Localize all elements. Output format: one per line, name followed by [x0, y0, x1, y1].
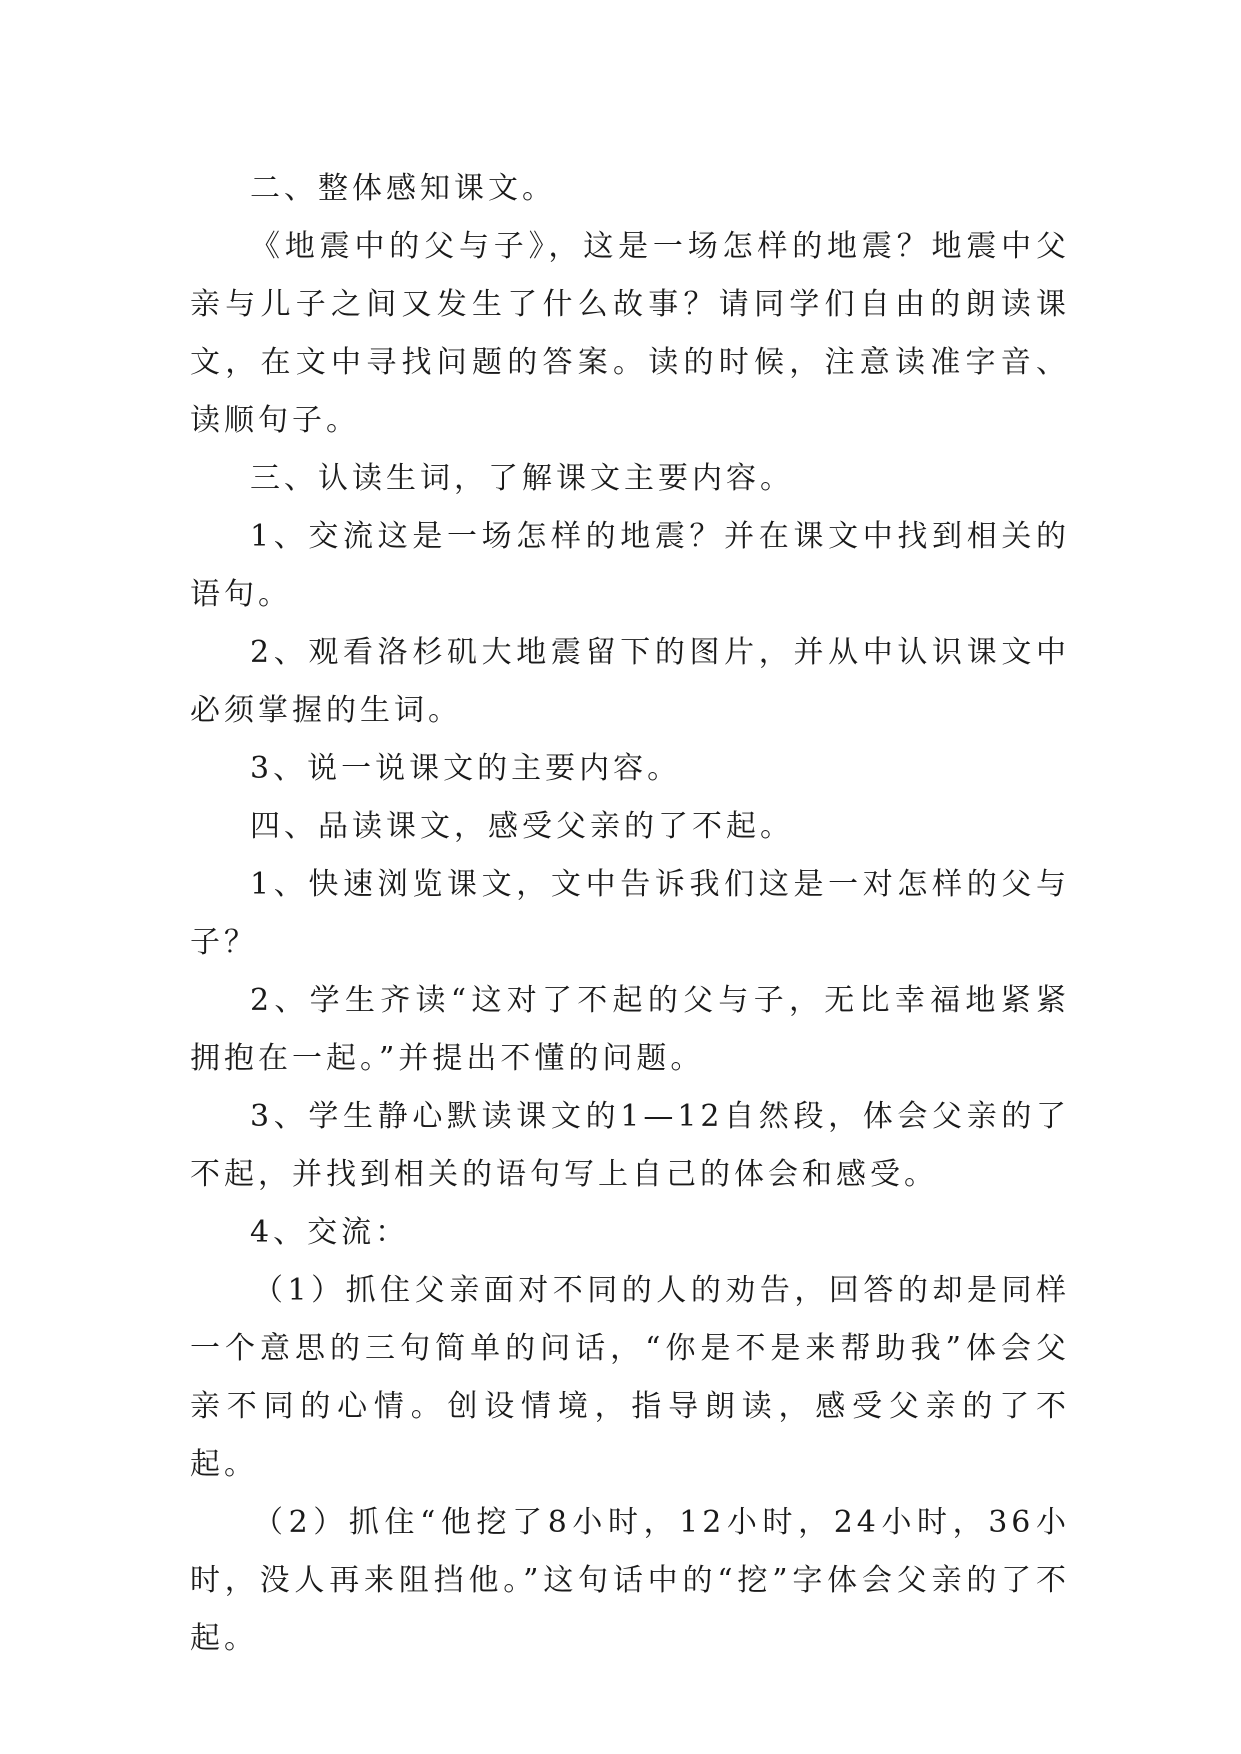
section-heading-4: 四、品读课文，感受父亲的了不起。	[250, 809, 794, 844]
paragraph-intro: 《地震中的父与子》，这是一场怎样的地震？地震中父亲与儿子之间又发生了什么故事？请同学们自由的朗读课文，在文中寻找问题的答案。读的时候，注意读准字音、读顺句子。	[190, 229, 1070, 438]
list-item-3-2: 2、观看洛杉矶大地震留下的图片，并从中认识课文中必须掌握的生词。	[190, 635, 1070, 728]
sub-item-1: （1）抓住父亲面对不同的人的劝告，回答的却是同样一个意思的三句简单的问话，“你是不是来帮助我”体会父亲不同的心情。创设情境，指导朗读，感受父亲的了不起。	[190, 1273, 1070, 1482]
list-item-4-1: 1、快速浏览课文，文中告诉我们这是一对怎样的父与子？	[190, 867, 1070, 960]
list-item-4-2: 2、学生齐读“这对了不起的父与子，无比幸福地紧紧拥抱在一起。”并提出不懂的问题。	[190, 983, 1070, 1076]
list-item-4-4: 4、交流：	[250, 1215, 410, 1250]
list-item-3-3: 3、说一说课文的主要内容。	[250, 751, 682, 786]
document-body	[190, 160, 1070, 1668]
list-item-3-1: 1、交流这是一场怎样的地震？并在课文中找到相关的语句。	[190, 519, 1070, 612]
list-item-4-3: 3、学生静心默读课文的1—12自然段，体会父亲的了不起，并找到相关的语句写上自己的体会和感受。	[190, 1099, 1070, 1192]
section-heading-2: 二、整体感知课文。	[250, 171, 556, 206]
section-heading-3: 三、认读生词，了解课文主要内容。	[250, 461, 794, 496]
sub-item-2: （2）抓住“他挖了8小时，12小时，24小时，36小时，没人再来阻挡他。”这句话中的“挖”字体会父亲的了不起。	[190, 1505, 1070, 1656]
